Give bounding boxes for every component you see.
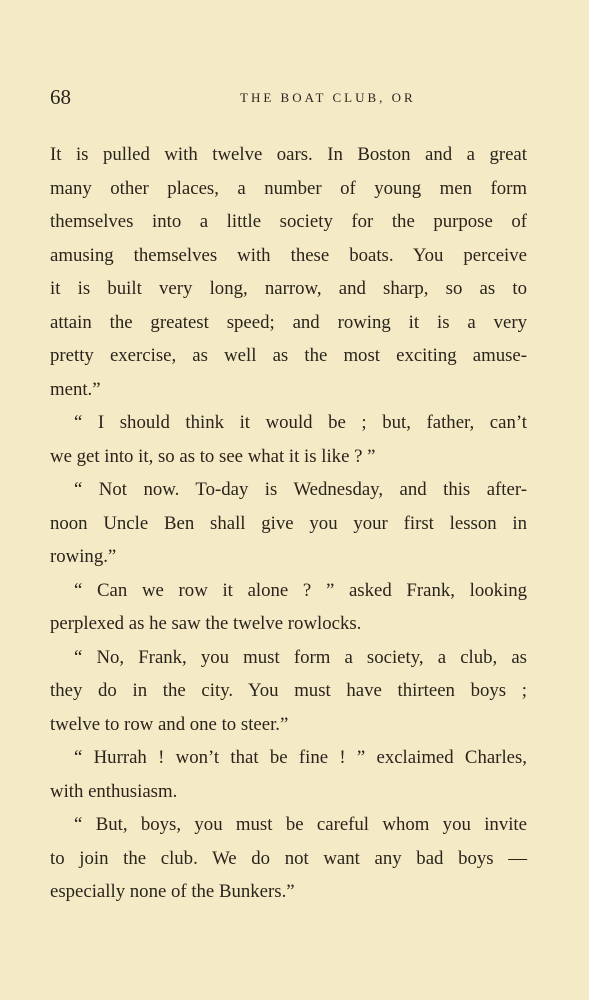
text-line: to join the club. We do not want any bad boys —: [50, 847, 527, 869]
page-number: 68: [50, 85, 71, 109]
text-line: noon Uncle Ben shall give you your first lesson in: [50, 512, 527, 534]
text-line: “ Can we row it alone ? ” asked Frank, looking: [74, 579, 527, 601]
text-line: “ Not now. To-day is Wednesday, and this after-: [74, 479, 527, 500]
text-line: it is built very long, narrow, and sharp, so as to: [50, 278, 527, 299]
text-line: “ Hurrah ! won’t that be fine ! ” exclaimed Charles,: [74, 747, 527, 768]
text-line: perplexed as he saw the twelve rowlocks.: [50, 613, 362, 634]
running-head: THE BOAT CLUB, OR: [240, 90, 416, 105]
text-line: especially none of the Bunkers.”: [50, 881, 295, 902]
text-line: they do in the city. You must have thirteen boys ;: [50, 680, 527, 701]
text-line: “ But, boys, you must be careful whom you invite: [74, 814, 527, 835]
text-line: rowing.”: [50, 546, 117, 567]
text-line: “ I should think it would be ; but, father, can’t: [74, 412, 527, 433]
text-line: pretty exercise, as well as the most exciting amuse-: [50, 345, 527, 366]
text-line: with enthusiasm.: [50, 780, 178, 802]
body-text: [50, 138, 527, 909]
text-line: themselves into a little society for the purpose of: [50, 211, 527, 232]
text-line: amusing themselves with these boats. You perceive: [50, 244, 527, 266]
page-header: [50, 82, 530, 112]
text-line: It is pulled with twelve oars. In Boston and a great: [50, 144, 527, 165]
text-line: attain the greatest speed; and rowing it is a very: [50, 311, 527, 333]
text-line: ment.”: [50, 378, 101, 400]
text-line: we get into it, so as to see what it is like ? ”: [50, 445, 376, 467]
text-line: many other places, a number of young men form: [50, 177, 527, 199]
text-line: “ No, Frank, you must form a society, a club, as: [74, 646, 527, 668]
text-line: twelve to row and one to steer.”: [50, 713, 289, 735]
